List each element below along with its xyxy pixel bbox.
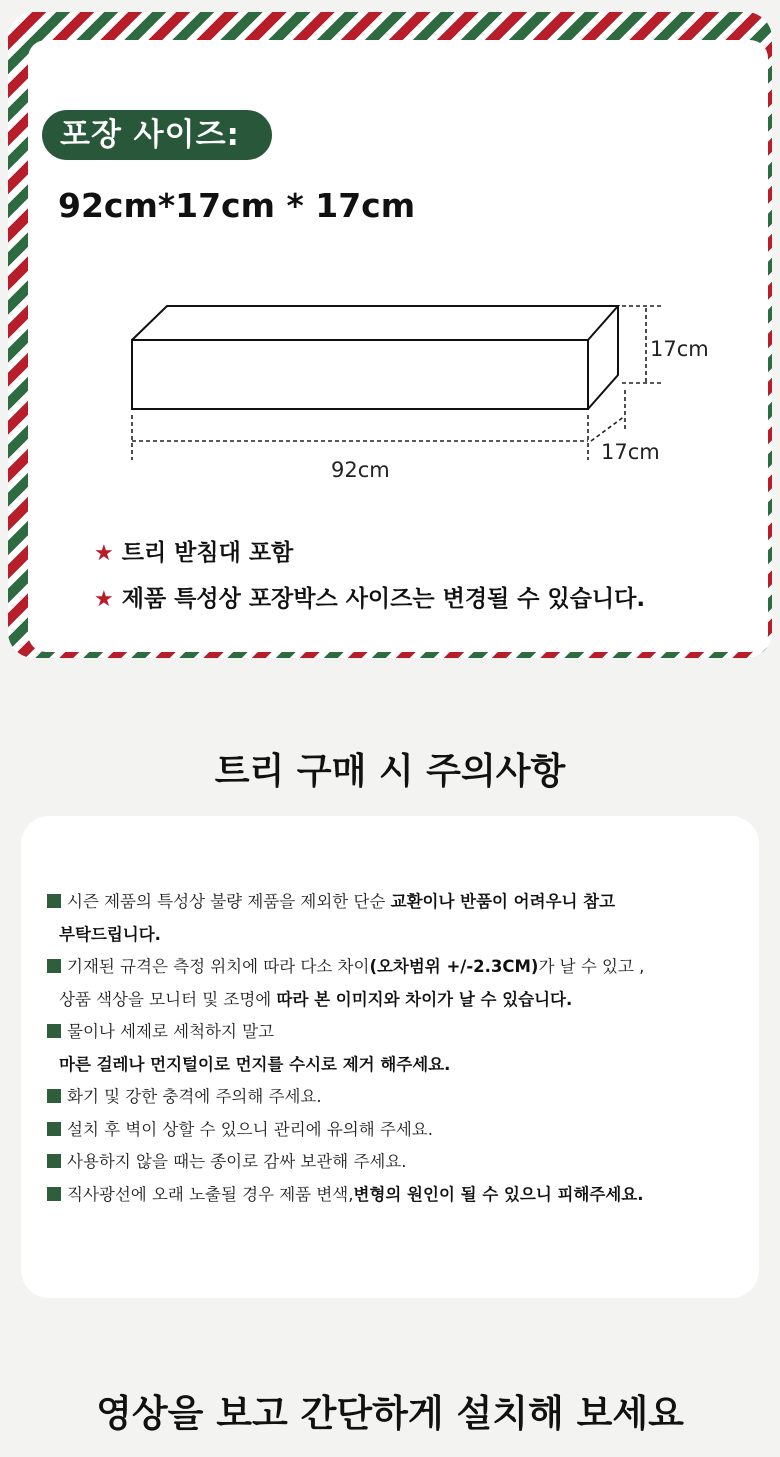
square-bullet-icon xyxy=(47,1187,61,1201)
caution-text: 시즌 제품의 특성상 불량 제품을 제외한 단순 xyxy=(67,892,391,911)
video-title: 영상을 보고 간단하게 설치해 보세요 xyxy=(96,1392,684,1435)
caution-text: 직사광선에 오래 노출될 경우 제품 변색, xyxy=(67,1184,354,1204)
note-box-size-change: ★ 제품 특성상 포장박스 사이즈는 변경될 수 있습니다. xyxy=(94,586,646,612)
caution-text: 사용하지 않을 때는 종이로 감싸 보관해 주세요. xyxy=(67,1152,407,1171)
depth-dimension-label: 17cm xyxy=(601,440,660,464)
caution-text: 따라 본 이미지와 차이가 날 수 있습니다. xyxy=(276,989,573,1009)
caution-text: 화기 및 강한 충격에 주의해 주세요. xyxy=(67,1087,322,1106)
caution-title: 트리 구매 시 주의사항 xyxy=(214,751,566,792)
caution-text: 부탁드립니다. xyxy=(59,924,161,944)
caution-list xyxy=(47,886,747,1211)
box-top-face xyxy=(132,306,618,340)
box-side-face xyxy=(588,306,618,409)
caution-text: 기재된 규격은 측정 위치에 따라 다소 차이 xyxy=(67,957,370,976)
height-dimension-label: 17cm xyxy=(650,337,709,361)
caution-text: 설치 후 벽이 상할 수 있으니 관리에 유의해 주세요. xyxy=(67,1119,433,1139)
square-bullet-icon xyxy=(47,1024,61,1038)
package-card xyxy=(28,40,768,652)
square-bullet-icon xyxy=(47,959,61,973)
package-frame xyxy=(8,12,772,658)
length-dimension-label: 92cm xyxy=(331,458,390,482)
caution-item xyxy=(47,886,747,919)
note-stand-included: ★ 트리 받침대 포함 xyxy=(94,540,294,566)
caution-text: 변형의 원인이 될 수 있으니 피해주세요. xyxy=(353,1184,644,1204)
box-diagram xyxy=(28,40,768,510)
caution-item xyxy=(47,1179,747,1212)
caution-item xyxy=(47,1146,747,1179)
caution-text: 가 날 수 있고 , xyxy=(538,957,645,976)
square-bullet-icon xyxy=(47,1089,61,1103)
dimension-lines xyxy=(132,306,664,460)
caution-card xyxy=(21,816,759,1298)
box-front-face xyxy=(132,340,588,409)
caution-item-continued xyxy=(47,984,747,1017)
square-bullet-icon xyxy=(47,1154,61,1168)
package-size-label: 포장 사이즈: xyxy=(42,110,272,160)
caution-text: 상품 색상을 모니터 및 조명에 xyxy=(59,989,277,1009)
square-bullet-icon xyxy=(47,1122,61,1136)
square-bullet-icon xyxy=(47,894,61,908)
caution-text: 마른 걸레나 먼지털이로 먼지를 수시로 제거 해주세요. xyxy=(59,1054,451,1074)
caution-text: (오차범위 +/-2.3CM) xyxy=(369,957,539,976)
package-size-value: 92cm*17cm * 17cm xyxy=(58,186,416,225)
caution-text: 물이나 세제로 세척하지 말고 xyxy=(67,1022,275,1041)
caution-item xyxy=(47,1016,747,1049)
star-icon: ★ xyxy=(94,541,114,566)
caution-item xyxy=(47,1081,747,1114)
caution-item-continued xyxy=(47,919,747,952)
caution-item xyxy=(47,951,747,984)
caution-text: 교환이나 반품이 어려우니 참고 xyxy=(390,892,616,911)
star-icon: ★ xyxy=(94,587,114,612)
caution-item-continued xyxy=(47,1049,747,1082)
box-outline xyxy=(132,306,618,409)
caution-item xyxy=(47,1114,747,1147)
